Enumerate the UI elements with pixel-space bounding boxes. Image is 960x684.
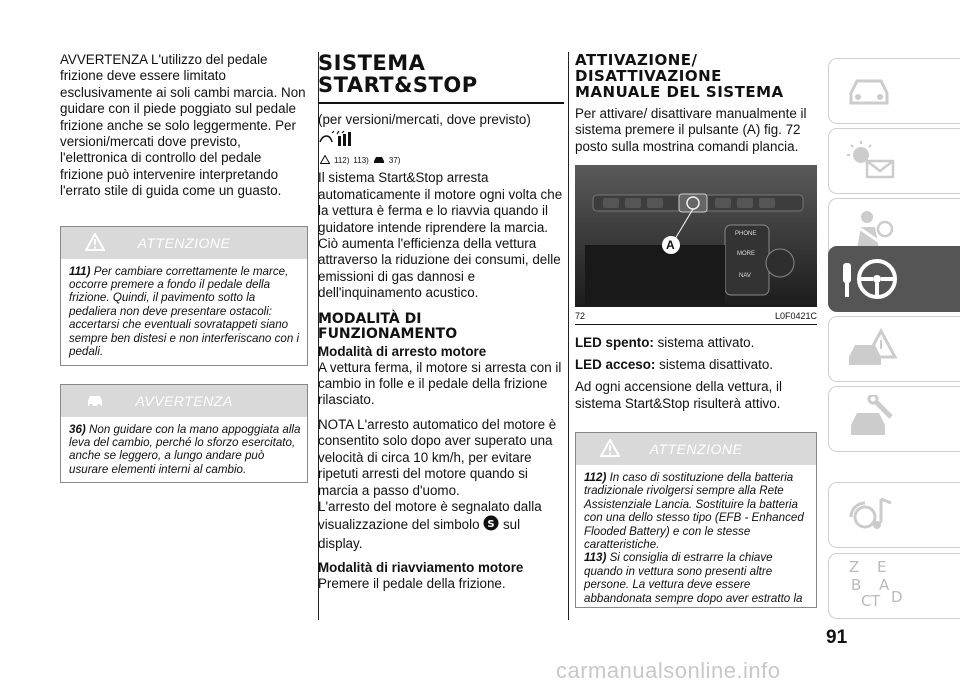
index-letter: B [851,576,862,594]
engine-restart-subtitle: Modalità di riavviamento motore [318,560,524,576]
reference-icons [318,130,564,155]
tab-maintenance[interactable] [828,386,960,452]
warning-box-avvertenza [60,384,308,484]
warning-box-text [61,259,307,365]
warning-triangle-icon [85,233,105,256]
figure-rule [575,324,817,325]
symbol-text-before: L'arresto del motore è segnalato dalla visualizzazione del simbolo [318,498,542,533]
warning-box-attenzione [60,226,308,366]
index-letter: C [861,592,872,610]
reference-number: 113) [353,156,369,166]
index-letter: D [891,588,903,606]
figure-number: 72 [575,311,586,322]
tab-starting-driving[interactable] [828,246,960,312]
symbol-text-after: sul display. [318,517,521,551]
engine-stop-note: NOTA L'arresto automatico del motore è consentito solo dopo aver superato una velocità di circa 10 km/h, per evitare ripetuti arresti del motore quando si marcia a passo d'uomo. [318,416,557,498]
section-title-line: DISATTIVAZIONE [575,67,722,85]
reference-row [320,155,564,166]
warning-box-header [61,227,307,259]
led-label: LED acceso: [575,357,656,373]
led-off-status [575,335,817,351]
warning-ref: 36) [69,422,86,436]
start-stop-description: Il sistema Start&Stop arresta automaticamente il motore ogni volta che la vettura è ferma e lo riavvia quando il guidatore intende riprendere la marcia. Ciò aumenta l'efficienza della vettura attraverso la riduzione dei consumi, delle emissioni di gas dannosi e dell'inquinamento acustico. [318,170,563,301]
section-title-line: MODALITÀ DI [318,310,422,327]
reference-number: 112) [334,156,350,166]
warning-box-title: ATTENZIONE [649,441,743,458]
section-title-line: FUNZIONAMENTO [318,325,458,342]
column-2 [318,52,564,593]
section-title [575,52,817,100]
figure-72-photo [575,165,817,307]
svg-text:S: S [487,519,495,531]
index-letter: A [879,576,890,594]
index-letter: T [871,592,881,610]
warning-ref: 113) [584,551,607,565]
engine-stop-text: A vettura ferma, il motore si arresta con il cambio in folle e il pedale della frizione rilasciato. [318,359,562,408]
warning-box-title: AVVERTENZA [135,392,233,409]
car-caution-icon [373,155,385,166]
led-text: sistema attivato. [657,335,755,351]
key-steering-icon [839,255,903,308]
default-active-text: Ad ogni accensione della vettura, il sistema Start&Stop risulterà attivo. [575,379,782,411]
index-letter: E [877,558,887,576]
figure-label: MORE [737,251,755,258]
reference-number: 37) [388,156,401,166]
column-1 [60,52,308,483]
figure-label: PHONE [735,231,757,238]
warning-box-text [576,465,816,607]
led-label: LED spento: [575,335,654,351]
warning-body: Non guidare con la mano appoggiata alla leva del cambio, perché lo sforzo esercitato, anche se leggero, a lungo andare può usurare elementi interni al cambio. [69,422,301,476]
warning-box-header [576,433,816,465]
warning-triangle-icon [320,155,330,166]
section-title-line: MANUALE DEL SISTEMA [575,83,784,101]
section-title [318,52,564,96]
watermark: carmanualsonline.info [556,658,781,683]
tab-multimedia[interactable] [828,482,960,548]
warning-body: Per cambiare correttamente le marce, occorre premere a fondo il pedale della frizione. Quindi, il pavimento sotto la pedaliera non deve presentare ostacoli: accertarsi che eventuali sovratappeti siano sempre ben distesi e non interferiscano con i pedali. [69,264,300,359]
index-letter: Z [849,558,860,576]
led-on-status [575,357,817,373]
page-number: 91 [826,627,848,648]
engine-stop-subtitle: Modalità di arresto motore [318,343,487,359]
warning-ref: 111) [69,264,91,278]
warning-box-attenzione [575,432,817,608]
car-caution-icon [85,391,105,414]
tab-warning-lights[interactable] [828,128,960,194]
tab-index[interactable] [828,553,960,619]
operation-mode-title [318,312,564,342]
section-title-line: SISTEMA [318,51,426,75]
engine-restart-text: Premere il pedale della frizione. [318,576,506,592]
tab-emergency[interactable] [828,316,960,382]
manual-activation-text: Per attivare/ disattivare manualmente il sistema premere il pulsante (A) fig. 72 posto sulla mostrina comandi plancia. [575,106,807,154]
breakdown-icon [845,327,897,374]
figure-label: NAV [739,273,751,280]
user-choice-icon [318,130,356,155]
car-dashboard-icon [845,73,893,114]
led-text: sistema disattivato. [659,357,773,373]
warning-triangle-icon [600,439,620,462]
title-underline [318,102,564,104]
column-3 [575,52,817,608]
maintenance-icon [845,395,897,448]
multimedia-icon [845,493,897,544]
figure-caption [575,311,817,321]
section-title-line: START&STOP [318,73,478,97]
warning-box-text [61,417,307,483]
index-icon [847,558,907,614]
warning-body: Si consiglia di estrarre la chiave quando in vettura sono presenti altre persone. La vettura deve essere abbandonata sempre dopo aver estratto la [584,551,803,605]
warning-ref: 112) [584,471,607,485]
engine-stop-symbol-text [318,499,564,552]
availability-note: (per versioni/mercati, dove previsto) [318,112,531,127]
warning-body: In caso di sostituzione della batteria tradizionale rivolgersi sempre alla Rete Assistenziale Lancia. Sostituire la batteria con una dello stesso tipo (EFB - Enhanced Flooded Battery) e con le stesse caratteristiche. [584,471,804,552]
warning-box-header [61,385,307,417]
figure-code: L0F0421C [774,311,817,322]
warning-lights-icon [845,141,897,186]
warning-box-title: ATTENZIONE [137,234,231,251]
start-stop-symbol-icon [483,515,499,535]
clutch-warning-paragraph: AVVERTENZA L'utilizzo del pedale frizione deve essere limitato esclusivamente ai soli cambi marcia. Non guidare con il piede poggiato sul pedale frizione anche se solo leggermente. Per versioni/mercati dove previsto, l'elettronica di controllo del pedale frizione può intervenire interpretando l'errato stile di guida come un guasto. [60,52,306,199]
section-title-line: ATTIVAZIONE/ [575,51,698,69]
tab-car-dashboard[interactable] [828,58,960,124]
figure-callout-a: A [666,238,675,253]
column-divider [568,52,569,620]
